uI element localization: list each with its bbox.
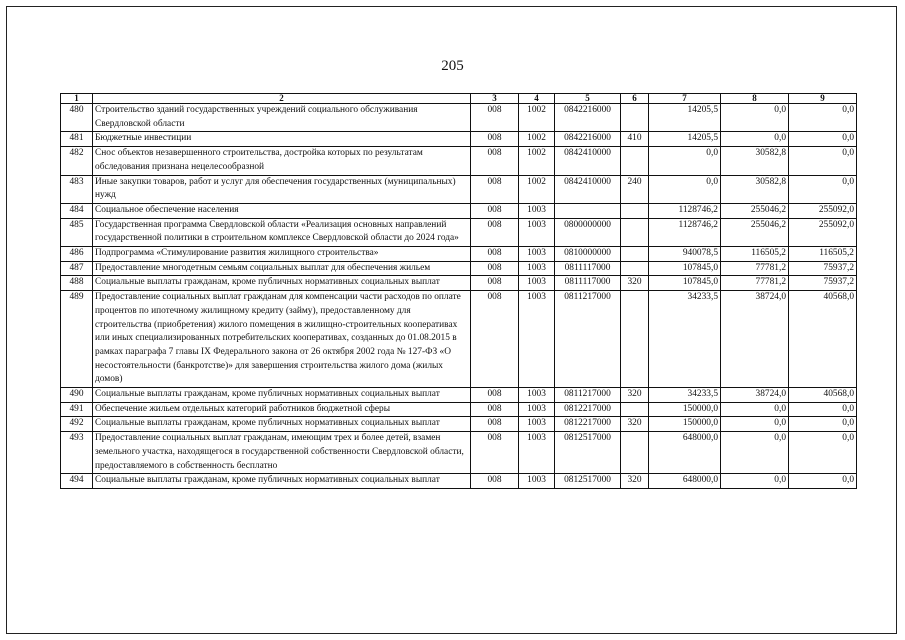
row-description: Социальные выплаты гражданам, кроме публичных нормативных социальных выплат bbox=[93, 474, 471, 489]
row-col-9: 0,0 bbox=[789, 474, 857, 489]
row-col-4: 1003 bbox=[519, 402, 555, 417]
row-col-7: 1128746,2 bbox=[649, 218, 721, 246]
row-col-8: 38724,0 bbox=[721, 291, 789, 388]
row-col-3: 008 bbox=[471, 388, 519, 403]
row-col-4: 1003 bbox=[519, 432, 555, 474]
row-col-6: 320 bbox=[621, 417, 649, 432]
row-number: 491 bbox=[61, 402, 93, 417]
row-col-9: 0,0 bbox=[789, 402, 857, 417]
row-col-6: 320 bbox=[621, 474, 649, 489]
row-col-9: 75937,2 bbox=[789, 276, 857, 291]
table-row bbox=[61, 291, 857, 388]
row-col-5: 0811117000 bbox=[555, 261, 621, 276]
row-col-5: 0842216000 bbox=[555, 132, 621, 147]
row-description: Строительство зданий государственных учреждений социального обслуживания Свердловской области bbox=[93, 104, 471, 132]
row-number: 490 bbox=[61, 388, 93, 403]
row-col-9: 116505,2 bbox=[789, 247, 857, 262]
row-col-7: 0,0 bbox=[649, 147, 721, 175]
row-col-3: 008 bbox=[471, 417, 519, 432]
row-description: Снос объектов незавершенного строительства, достройка которых по результатам обследования признана нецелесообразной bbox=[93, 147, 471, 175]
row-col-9: 0,0 bbox=[789, 132, 857, 147]
row-description: Предоставление социальных выплат гражданам, имеющим трех и более детей, взамен земельного участка, находящегося в государственной собственности Свердловской области, предоставляемого в собственность бесплатно bbox=[93, 432, 471, 474]
row-col-5: 0812217000 bbox=[555, 417, 621, 432]
header-col-2: 2 bbox=[93, 94, 471, 104]
row-col-5: 0810000000 bbox=[555, 247, 621, 262]
table-row bbox=[61, 104, 857, 132]
row-col-6: 240 bbox=[621, 175, 649, 203]
row-description: Социальные выплаты гражданам, кроме публичных нормативных социальных выплат bbox=[93, 388, 471, 403]
row-number: 481 bbox=[61, 132, 93, 147]
row-col-3: 008 bbox=[471, 276, 519, 291]
row-description: Предоставление многодетным семьям социальных выплат для обеспечения жильем bbox=[93, 261, 471, 276]
row-col-4: 1003 bbox=[519, 474, 555, 489]
row-col-8: 0,0 bbox=[721, 417, 789, 432]
row-col-5: 0811217000 bbox=[555, 291, 621, 388]
row-col-4: 1003 bbox=[519, 417, 555, 432]
header-col-6: 6 bbox=[621, 94, 649, 104]
header-col-8: 8 bbox=[721, 94, 789, 104]
row-col-6: 410 bbox=[621, 132, 649, 147]
row-number: 486 bbox=[61, 247, 93, 262]
row-col-9: 40568,0 bbox=[789, 388, 857, 403]
table-row bbox=[61, 276, 857, 291]
row-col-5: 0812517000 bbox=[555, 474, 621, 489]
row-col-6 bbox=[621, 218, 649, 246]
row-col-6 bbox=[621, 402, 649, 417]
row-col-8: 77781,2 bbox=[721, 261, 789, 276]
row-col-3: 008 bbox=[471, 474, 519, 489]
row-description: Подпрограмма «Стимулирование развития жилищного строительства» bbox=[93, 247, 471, 262]
row-col-9: 40568,0 bbox=[789, 291, 857, 388]
row-col-8: 116505,2 bbox=[721, 247, 789, 262]
row-col-9: 0,0 bbox=[789, 432, 857, 474]
row-col-3: 008 bbox=[471, 291, 519, 388]
row-col-7: 14205,5 bbox=[649, 132, 721, 147]
header-col-3: 3 bbox=[471, 94, 519, 104]
row-col-4: 1003 bbox=[519, 276, 555, 291]
row-col-4: 1002 bbox=[519, 132, 555, 147]
row-col-9: 0,0 bbox=[789, 104, 857, 132]
row-description: Бюджетные инвестиции bbox=[93, 132, 471, 147]
row-col-3: 008 bbox=[471, 218, 519, 246]
row-col-8: 255046,2 bbox=[721, 218, 789, 246]
table-body bbox=[61, 104, 857, 489]
row-col-6 bbox=[621, 247, 649, 262]
row-col-8: 0,0 bbox=[721, 432, 789, 474]
row-number: 492 bbox=[61, 417, 93, 432]
row-col-8: 38724,0 bbox=[721, 388, 789, 403]
row-col-7: 1128746,2 bbox=[649, 203, 721, 218]
table-row bbox=[61, 175, 857, 203]
table-row bbox=[61, 147, 857, 175]
row-col-3: 008 bbox=[471, 261, 519, 276]
row-col-5: 0812217000 bbox=[555, 402, 621, 417]
row-col-8: 0,0 bbox=[721, 104, 789, 132]
row-col-6 bbox=[621, 203, 649, 218]
table-row bbox=[61, 132, 857, 147]
row-col-8: 30582,8 bbox=[721, 175, 789, 203]
row-col-9: 75937,2 bbox=[789, 261, 857, 276]
row-col-5: 0842410000 bbox=[555, 175, 621, 203]
row-col-3: 008 bbox=[471, 104, 519, 132]
row-col-5: 0800000000 bbox=[555, 218, 621, 246]
row-col-4: 1003 bbox=[519, 388, 555, 403]
row-col-3: 008 bbox=[471, 247, 519, 262]
row-col-9: 0,0 bbox=[789, 147, 857, 175]
header-col-1: 1 bbox=[61, 94, 93, 104]
row-number: 493 bbox=[61, 432, 93, 474]
row-number: 480 bbox=[61, 104, 93, 132]
row-number: 489 bbox=[61, 291, 93, 388]
row-col-7: 648000,0 bbox=[649, 474, 721, 489]
row-col-5: 0812517000 bbox=[555, 432, 621, 474]
row-col-3: 008 bbox=[471, 203, 519, 218]
row-col-8: 0,0 bbox=[721, 474, 789, 489]
row-number: 482 bbox=[61, 147, 93, 175]
table-row bbox=[61, 402, 857, 417]
table-row bbox=[61, 432, 857, 474]
row-col-7: 107845,0 bbox=[649, 276, 721, 291]
row-col-4: 1003 bbox=[519, 247, 555, 262]
row-col-5: 0842216000 bbox=[555, 104, 621, 132]
row-col-7: 0,0 bbox=[649, 175, 721, 203]
row-col-4: 1002 bbox=[519, 175, 555, 203]
row-description: Социальные выплаты гражданам, кроме публичных нормативных социальных выплат bbox=[93, 276, 471, 291]
row-col-4: 1003 bbox=[519, 291, 555, 388]
row-col-7: 150000,0 bbox=[649, 402, 721, 417]
row-col-9: 0,0 bbox=[789, 417, 857, 432]
row-description: Предоставление социальных выплат гражданам для компенсации части расходов по оплате процентов по ипотечному жилищному кредиту (займу), предоставленному для строительства (приобретения) жилого помещения в жилищно-строительных кооперативах или иных специализированных потребительских кооперативах, созданных до 01.08.2015 в рамках параграфа 7 главы IX Федерального закона от 26 октября 2002 года № 127-ФЗ «О несостоятельности (банкротстве)» для завершения строительства жилого дома (жилых домов) bbox=[93, 291, 471, 388]
row-col-4: 1003 bbox=[519, 203, 555, 218]
row-description: Обеспечение жильем отдельных категорий работников бюджетной сферы bbox=[93, 402, 471, 417]
table-header-row bbox=[61, 94, 857, 104]
page-number: 205 bbox=[441, 58, 464, 74]
row-col-6 bbox=[621, 432, 649, 474]
table-row bbox=[61, 388, 857, 403]
row-col-9: 0,0 bbox=[789, 175, 857, 203]
row-col-3: 008 bbox=[471, 175, 519, 203]
row-col-7: 34233,5 bbox=[649, 291, 721, 388]
row-col-5: 0811217000 bbox=[555, 388, 621, 403]
row-col-6 bbox=[621, 104, 649, 132]
row-description: Иные закупки товаров, работ и услуг для обеспечения государственных (муниципальных) нужд bbox=[93, 175, 471, 203]
row-number: 494 bbox=[61, 474, 93, 489]
row-number: 485 bbox=[61, 218, 93, 246]
row-number: 487 bbox=[61, 261, 93, 276]
row-col-4: 1003 bbox=[519, 218, 555, 246]
row-col-5 bbox=[555, 203, 621, 218]
row-col-6: 320 bbox=[621, 276, 649, 291]
row-col-8: 77781,2 bbox=[721, 276, 789, 291]
row-col-6 bbox=[621, 147, 649, 175]
table-row bbox=[61, 218, 857, 246]
row-col-3: 008 bbox=[471, 147, 519, 175]
row-description: Государственная программа Свердловской области «Реализация основных направлений государственной политики в строительном комплексе Свердловской области до 2024 года» bbox=[93, 218, 471, 246]
row-col-4: 1003 bbox=[519, 261, 555, 276]
row-col-8: 30582,8 bbox=[721, 147, 789, 175]
row-number: 483 bbox=[61, 175, 93, 203]
row-col-7: 107845,0 bbox=[649, 261, 721, 276]
header-col-7: 7 bbox=[649, 94, 721, 104]
row-col-7: 648000,0 bbox=[649, 432, 721, 474]
row-col-4: 1002 bbox=[519, 147, 555, 175]
table-row bbox=[61, 417, 857, 432]
row-description: Социальное обеспечение населения bbox=[93, 203, 471, 218]
row-col-8: 0,0 bbox=[721, 132, 789, 147]
row-number: 488 bbox=[61, 276, 93, 291]
row-description: Социальные выплаты гражданам, кроме публичных нормативных социальных выплат bbox=[93, 417, 471, 432]
table-row bbox=[61, 247, 857, 262]
row-col-6: 320 bbox=[621, 388, 649, 403]
row-col-8: 0,0 bbox=[721, 402, 789, 417]
row-col-9: 255092,0 bbox=[789, 203, 857, 218]
row-number: 484 bbox=[61, 203, 93, 218]
header-col-5: 5 bbox=[555, 94, 621, 104]
row-col-9: 255092,0 bbox=[789, 218, 857, 246]
row-col-5: 0811117000 bbox=[555, 276, 621, 291]
row-col-6 bbox=[621, 291, 649, 388]
row-col-7: 14205,5 bbox=[649, 104, 721, 132]
table-row bbox=[61, 203, 857, 218]
row-col-5: 0842410000 bbox=[555, 147, 621, 175]
row-col-7: 34233,5 bbox=[649, 388, 721, 403]
budget-table bbox=[60, 93, 857, 489]
row-col-8: 255046,2 bbox=[721, 203, 789, 218]
table-row bbox=[61, 474, 857, 489]
row-col-6 bbox=[621, 261, 649, 276]
row-col-4: 1002 bbox=[519, 104, 555, 132]
row-col-7: 150000,0 bbox=[649, 417, 721, 432]
header-col-9: 9 bbox=[789, 94, 857, 104]
row-col-3: 008 bbox=[471, 432, 519, 474]
row-col-3: 008 bbox=[471, 132, 519, 147]
table-row bbox=[61, 261, 857, 276]
row-col-3: 008 bbox=[471, 402, 519, 417]
header-col-4: 4 bbox=[519, 94, 555, 104]
row-col-7: 940078,5 bbox=[649, 247, 721, 262]
